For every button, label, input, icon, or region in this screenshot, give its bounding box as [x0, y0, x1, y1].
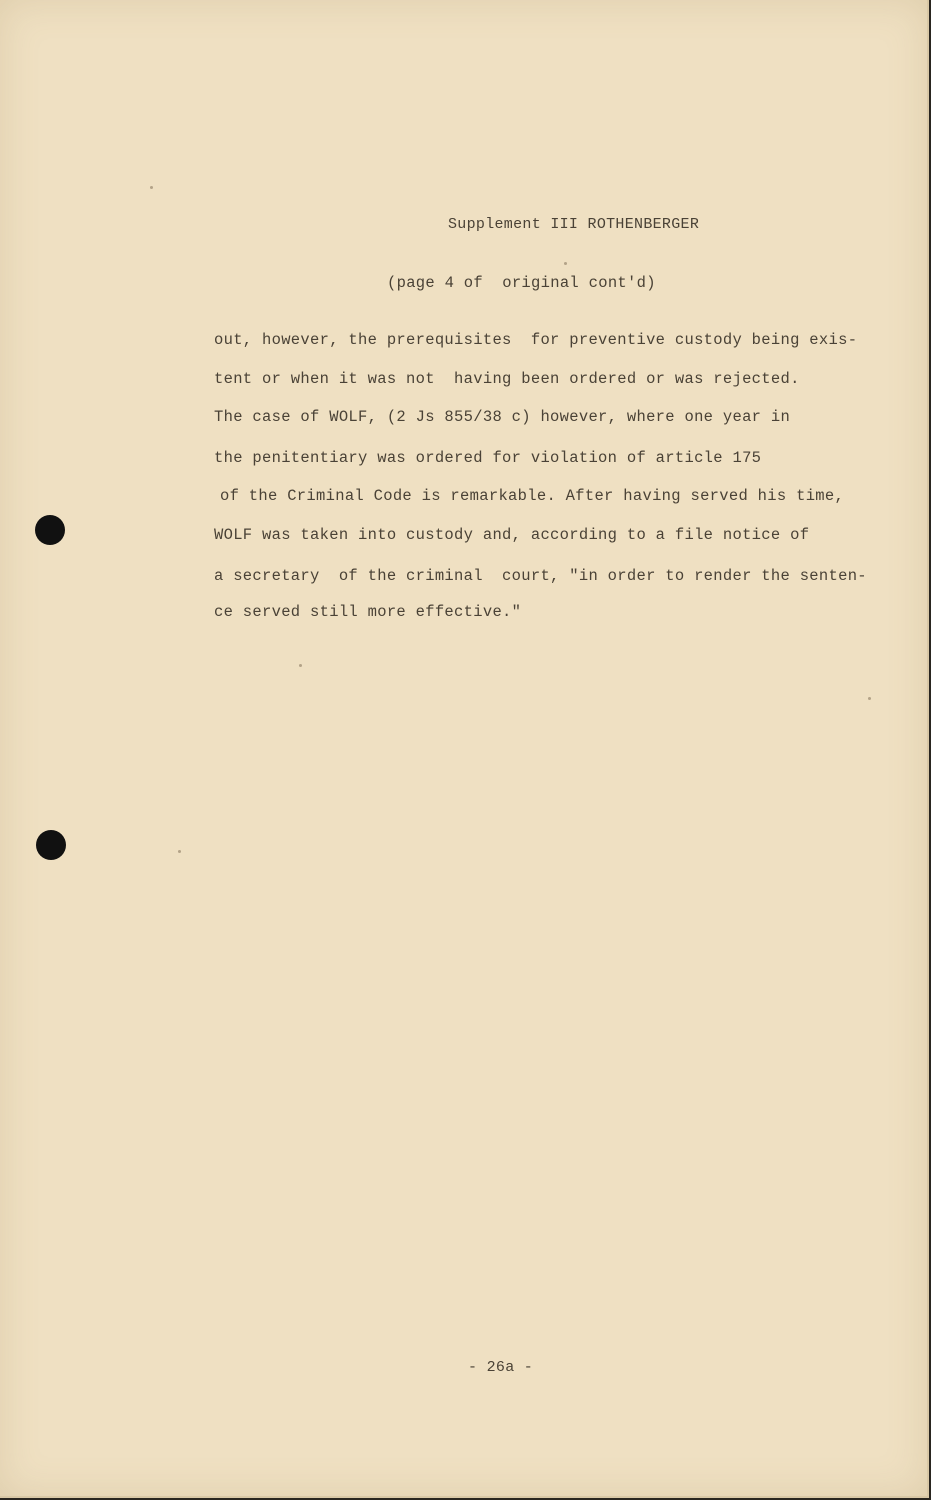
body-line: the penitentiary was ordered for violation of article 175 [214, 449, 762, 467]
body-line: of the Criminal Code is remarkable. After having served his time, [220, 487, 845, 505]
document-subheading: (page 4 of original cont'd) [387, 274, 656, 292]
body-line: tent or when it was not having been ordered or was rejected. [214, 370, 800, 388]
paper-speck [564, 262, 567, 265]
body-line: a secretary of the criminal court, "in order to render the senten- [214, 567, 867, 585]
punch-hole [36, 830, 66, 860]
body-line: The case of WOLF, (2 Js 855/38 c) however, where one year in [214, 408, 791, 426]
paper-speck [299, 664, 302, 667]
page-number: - 26a - [468, 1359, 534, 1376]
document-heading: Supplement III ROTHENBERGER [448, 216, 700, 233]
paper-speck [178, 850, 181, 853]
paper-speck [868, 697, 871, 700]
paper-speck [150, 186, 153, 189]
punch-hole [35, 515, 65, 545]
body-line: ce served still more effective." [214, 603, 522, 621]
body-line: out, however, the prerequisites for preventive custody being exis- [214, 331, 858, 349]
body-line: WOLF was taken into custody and, according to a file notice of [214, 526, 810, 544]
